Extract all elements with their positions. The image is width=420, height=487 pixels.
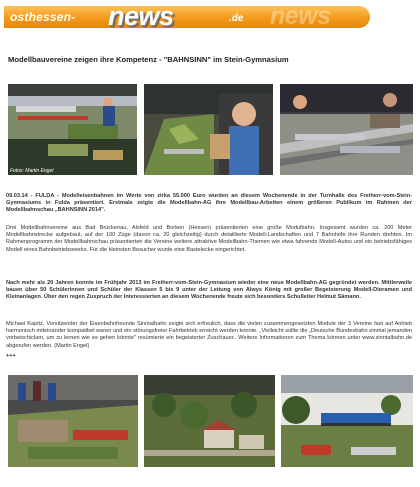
end-mark: +++ [6, 353, 16, 359]
photo-station-tracks[interactable] [280, 84, 413, 175]
paragraph-3 [6, 280, 412, 302]
lead-paragraph [6, 193, 412, 215]
paragraph-2: Drei Modellbahnvereine aus Bad Brückenau, Alsfeld und Borken (Hessen) präsentierten eine große Modulbahn. Insgesamt wurden ca. 200 Meter Modellbahnstrecke aufgebaut, auf der 100 Züge (davon ca. 20 gleichzeitig) durch detaillierte Modell-Landschaften und 7 Bahnhöfe ihre Runden drehten. Im Rahmenprogramm der Modellbahnschau präsentierten die Vereine weitere attraktive Modellbahn-Themen wie etwa fahrende Modell-Autos und ein betriebsfähiges Modell eines Bahnbetriebswerks. Für die kleinsten Besucher wurde eine Bastelecke eingerichtet. [6, 225, 412, 253]
photo-boy-at-layout[interactable] [144, 84, 273, 175]
photo-train-bridge[interactable] [281, 375, 413, 467]
logo-news-text: news [108, 1, 174, 31]
top-photo-row [8, 84, 413, 175]
lead-text: 09.03.14 - FULDA - Modelleisenbahnen im Werte von zirka 55.000 Euro wurden an diesem Wochenende in der Turnhalle des Freiherr-vom-Stein-Gymnasiums in Fulda präsentiert. Erstmals zeigte die Modellbahn-AG ihre Modellbau-Arbeiten einem größeren Publikum im Rahmen der Modellbahnschau „BAHNSINN 2014". [6, 193, 412, 214]
paragraph-3-text: Nach mehr als 20 Jahren konnte im Frühjahr 2013 im Freiherr-vom-Stein-Gymnasium wieder eine neue Modellbahn-AG gegründet werden. Mittlerweile bauen über 50 Schülerinnen und Schüler der Klassen 5 bis 9 unter der Leitung von Alwys König mit großer Begeisterung Modell-Dioramen und Kleinanlagen. Über den regen Zuspruch der Interessierten an diesem Wochenende freute sich besonders Schulleiter Helmut Sämann. [6, 280, 412, 301]
photo-caption: Fotos: Martin Engel [10, 168, 54, 174]
logo-ghost-text: news [270, 2, 331, 30]
logo-small-text: osthessen- [10, 10, 76, 24]
site-banner[interactable] [4, 1, 370, 40]
photo-layout-overview[interactable] [8, 84, 137, 175]
logo-tld-text: .de [229, 13, 244, 24]
photo-village-diorama[interactable] [144, 375, 275, 467]
photo-visitors-layout[interactable] [8, 375, 138, 467]
article-title: Modellbauvereine zeigen ihre Kompetenz - "BAHNSINN" im Stein-Gymnasium [8, 55, 289, 64]
bottom-photo-row [8, 375, 413, 467]
paragraph-4: Michael Kapitz, Vorsitzender der Eisenbahnfreunde Sinntalbahn zeigte sich erfreulich, dass die vielen zusammengesetzten Module der 3 Vereine fast auf Anhieb harmonisch miteinander kompatibel waren und ein störungsfreier Fahrbetrieb erreicht werden konnte. „Vielleicht sollte die „Deutsche Bundesbahn einmal jemanden vorbeischicken, um zu lernen wie es gehen könnte" resümierte ein begeisterter Zuschauer.. Weitere Informationen zum Thema können unter www.sinntalbahn.de abgerufen werden. (Martin Engel) [6, 321, 412, 349]
